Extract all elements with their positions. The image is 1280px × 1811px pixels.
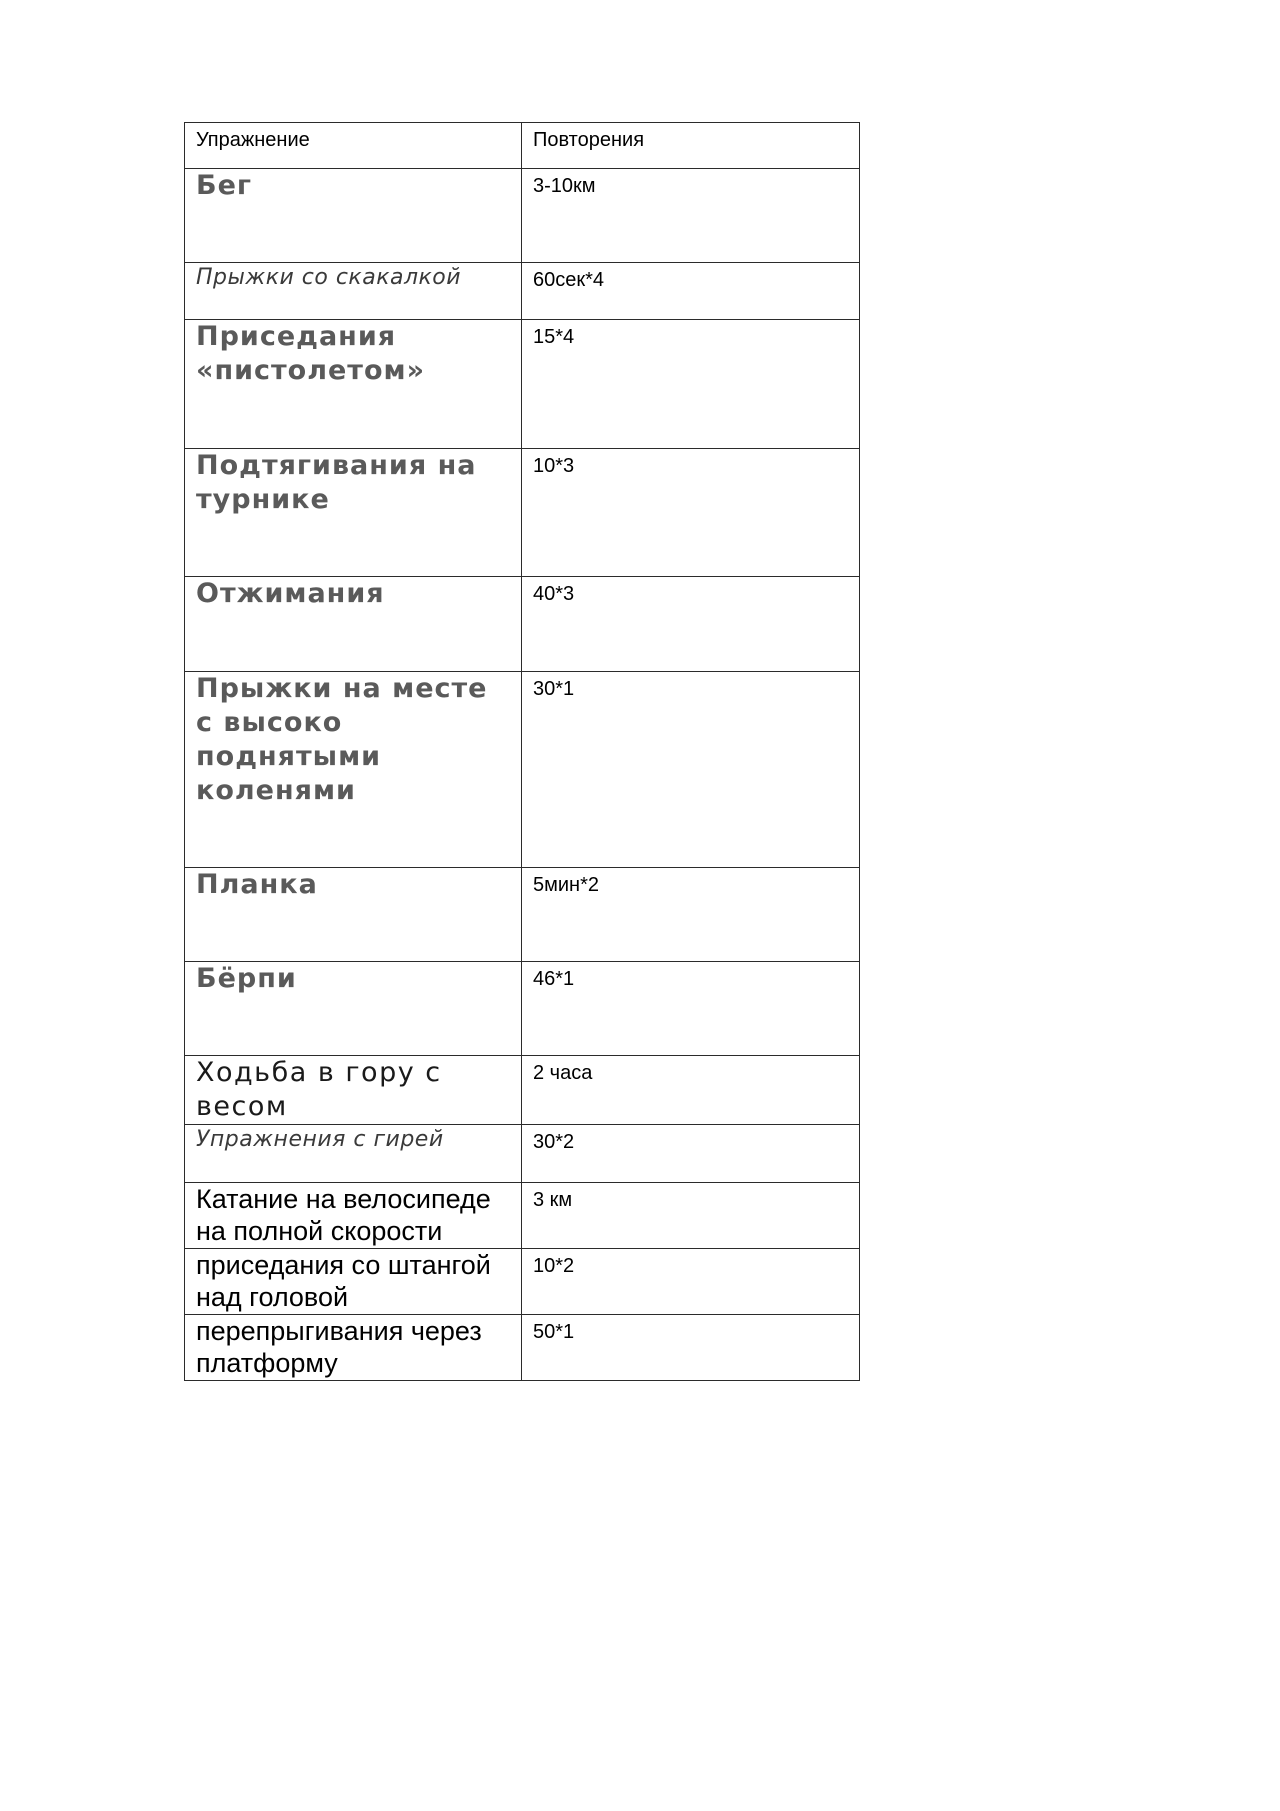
exercise-cell: Бёрпи xyxy=(185,962,522,1056)
exercise-cell: Прыжки со скакалкой xyxy=(185,263,522,320)
reps-cell: 15*4 xyxy=(522,320,860,449)
exercise-cell: Планка xyxy=(185,868,522,962)
reps-cell: 50*1 xyxy=(522,1315,860,1381)
reps-cell: 10*2 xyxy=(522,1249,860,1315)
exercise-cell: приседания со штангой над головой xyxy=(185,1249,522,1315)
table-row xyxy=(185,320,860,449)
reps-cell: 30*1 xyxy=(522,672,860,868)
reps-cell: 10*3 xyxy=(522,449,860,577)
exercise-cell: Отжимания xyxy=(185,577,522,672)
reps-cell: 46*1 xyxy=(522,962,860,1056)
reps-cell: 60сек*4 xyxy=(522,263,860,320)
exercise-cell: Бег xyxy=(185,169,522,263)
table-row xyxy=(185,577,860,672)
reps-cell: 30*2 xyxy=(522,1125,860,1183)
exercise-cell: Подтягивания на турнике xyxy=(185,449,522,577)
exercise-cell: перепрыгивания через платформу xyxy=(185,1315,522,1381)
reps-cell: 5мин*2 xyxy=(522,868,860,962)
table-row xyxy=(185,1315,860,1381)
reps-cell: 3 км xyxy=(522,1183,860,1249)
table-row xyxy=(185,1183,860,1249)
header-reps: Повторения xyxy=(522,123,860,169)
table-row xyxy=(185,1056,860,1125)
exercise-cell: Приседания «пистолетом» xyxy=(185,320,522,449)
table-row xyxy=(185,449,860,577)
table-row xyxy=(185,263,860,320)
exercise-cell: Прыжки на месте с высоко поднятыми коленями xyxy=(185,672,522,868)
table-header-row xyxy=(185,123,860,169)
exercise-cell: Катание на велосипеде на полной скорости xyxy=(185,1183,522,1249)
header-exercise: Упражнение xyxy=(185,123,522,169)
table-row xyxy=(185,1125,860,1183)
exercise-cell: Упражнения с гирей xyxy=(185,1125,522,1183)
table-row xyxy=(185,169,860,263)
table-row xyxy=(185,962,860,1056)
table-row xyxy=(185,672,860,868)
table-row xyxy=(185,1249,860,1315)
reps-cell: 2 часа xyxy=(522,1056,860,1125)
reps-cell: 40*3 xyxy=(522,577,860,672)
reps-cell: 3-10км xyxy=(522,169,860,263)
exercise-cell: Ходьба в гору с весом xyxy=(185,1056,522,1125)
table-row xyxy=(185,868,860,962)
exercise-table xyxy=(184,122,860,1381)
